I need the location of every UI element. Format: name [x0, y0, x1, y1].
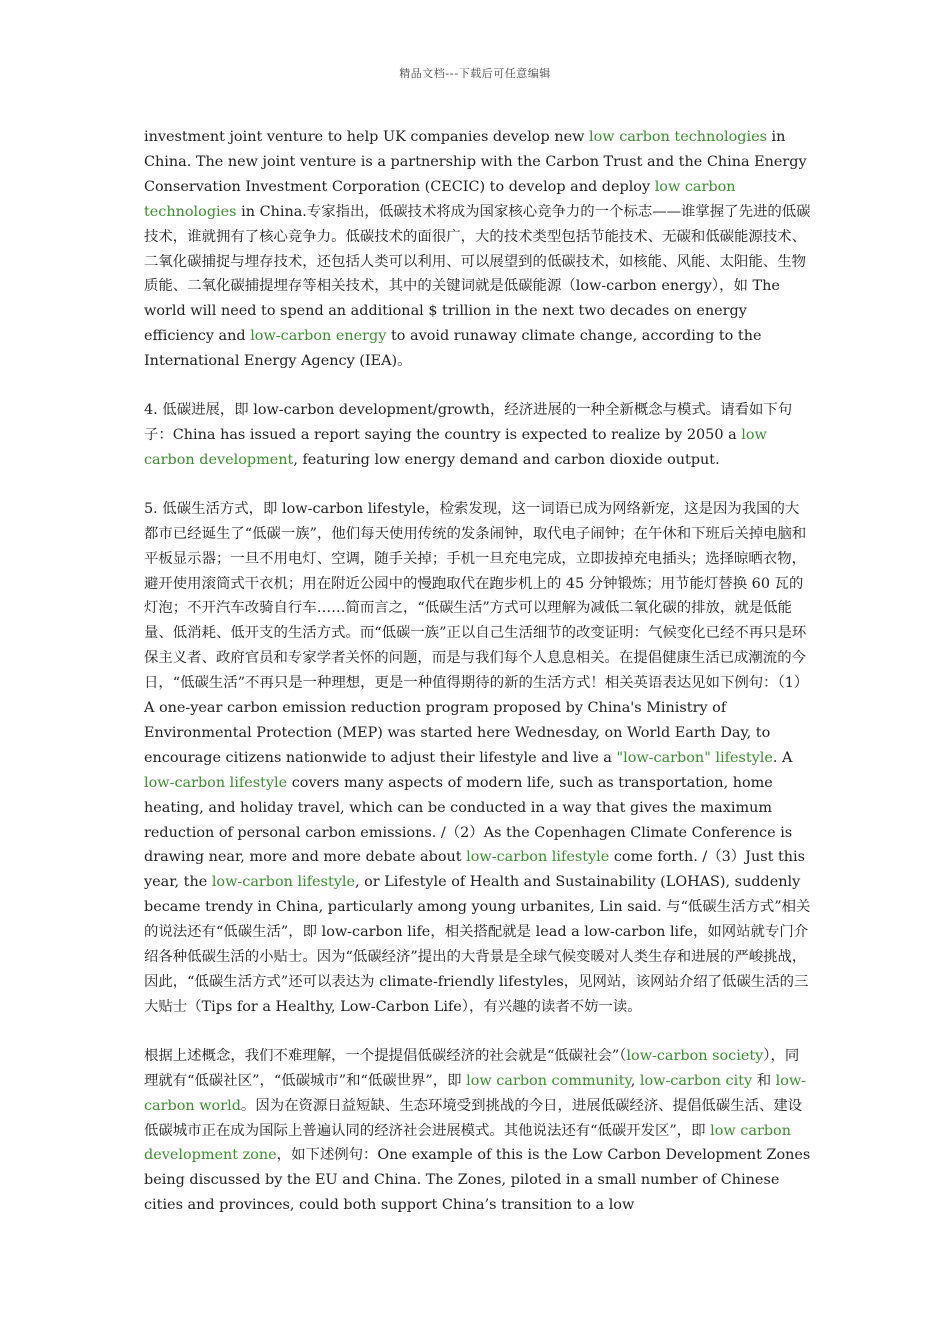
text-segment: 和	[752, 1072, 776, 1089]
highlighted-term: low-carbon world	[144, 1072, 807, 1114]
highlighted-term: low carbon development	[144, 426, 767, 468]
text-segment: ,	[630, 1072, 640, 1089]
paragraph	[144, 125, 812, 374]
text-segment: 根据上述概念，我们不难理解，一个提提倡低碳经济的社会就是“低碳社会”（	[144, 1047, 627, 1064]
text-segment: covers many aspects of modern life, such as transportation, home heating, and holiday travel, which can be conducted in a way that gives the maximum reduction of personal carbon emissions. /（2）As the Copenhagen Climate Conference is drawing near, more and more debate about	[144, 774, 793, 866]
highlighted-term: low-carbon society	[626, 1047, 764, 1064]
highlighted-term: low-carbon city	[639, 1072, 753, 1089]
text-segment: . A	[772, 749, 793, 766]
text-segment: to avoid runaway climate change, according to the International Energy Agency (IEA)。	[144, 328, 762, 370]
highlighted-term: "low-carbon" lifestyle	[616, 749, 773, 766]
text-segment: 5. 低碳生活方式，即 low-carbon lifestyle，检索发现，这一词语已成为网络新宠，这是因为我国的大都市已经诞生了“低碳一族”，他们每天使用传统的发条闹钟，取代电子闹钟；在午休和下班后关掉电脑和平板显示器；一旦不用电灯、空调，随手关掉；手机一旦充电完成，立即拔掉充电插头；选择晾晒衣物，避开使用滚筒式干衣机；用在附近公园中的慢跑取代在跑步机上的 45 分钟锻炼；用节能灯替换 60 瓦的灯泡；不开汽车改骑自行车……简而言之，“低碳生活”方式可以理解为减低二氧化碳的排放，就是低能量、低消耗、低开支的生活方式。而“低碳一族”正以自己生活细节的改变证明：气候变化已经不再只是环保主义者、政府官员和专家学者关怀的问题，而是与我们每个人息息相关。在提倡健康生活已成潮流的今日，“低碳生活”不再只是一种理想，更是一种值得期待的新的生活方式！相关英语表达见如下例句：（1）A one-year carbon emission reduction program proposed by China's Ministry of Environmental Protection (MEP) was started here Wednesday, on World Earth Day, to encourage citizens nationwide to adjust their lifestyle and live a	[144, 500, 809, 766]
text-segment: in China. The new joint venture is a partnership with the Carbon Trust and the China Energy Conservation Investment Corporation (CECIC) to develop and deploy	[144, 129, 807, 195]
text-segment: ，如下述例句：One example of this is the Low Carbon Development Zones being discussed by the EU and China. The Zones, piloted in a small number of Chinese cities and provinces, could both support China’s transition to a low	[144, 1147, 811, 1214]
page-header: 精品文档---下载后可任意编辑	[399, 67, 551, 80]
text-segment: investment joint venture to help UK companies develop new	[144, 129, 590, 145]
highlighted-term: low-carbon lifestyle	[466, 849, 610, 866]
text-segment: ），同理就有“低碳社区”，“低碳城市”和“低碳世界”，即	[144, 1047, 800, 1089]
highlighted-term: low carbon development zone	[144, 1122, 791, 1164]
text-segment: 。因为在资源日益短缺、生态环境受到挑战的今日，进展低碳经济、提倡低碳生活、建设低碳城市正在成为国际上普遍认同的经济社会进展模式。其他说法还有“低碳开发区”，即	[144, 1097, 803, 1139]
document-body	[144, 125, 812, 1242]
text-segment: come forth. /（3）Just this year, the	[144, 849, 805, 891]
text-segment: , or Lifestyle of Health and Sustainability (LOHAS), suddenly became trendy in China, particularly among young urbanites, Lin said. 与“低碳生活方式”相关的说法还有“低碳生活”，即 low-carbon life，相关搭配就是 lead a low-carbon life，如网站就专门介绍各种低碳生活的小贴士。因为“低碳经济”提出的大背景是全球气候变暖对人类生存和进展的严峻挑战，因此，“低碳生活方式”还可以表达为 climate-friendly lifestyles，见网站，该网站介绍了低碳生活的三大贴士（Tips for a Healthy, Low-Carbon Life），有兴趣的读者不妨一读。	[144, 874, 811, 1015]
highlighted-term: low carbon technologies	[144, 178, 736, 220]
paragraph	[144, 1044, 812, 1218]
highlighted-term: low-carbon lifestyle	[211, 874, 355, 891]
text-segment: in China.专家指出，低碳技术将成为国家核心竞争力的一个标志——谁掌握了先进的低碳技术，谁就拥有了核心竞争力。低碳技术的面很广，大的技术类型包括节能技术、无碳和低碳能源技术、二氧化碳捕捉与埋存技术，还包括人类可以利用、可以展望到的低碳技术，如核能、风能、太阳能、生物质能、二氧化碳捕提埋存等相关技术，其中的关键词就是低碳能源（low-carbon energy），如 The world will need to spend an additional $ trillion in the next two decades on energy efficiency and	[144, 203, 811, 345]
highlighted-term: low-carbon lifestyle	[144, 774, 288, 791]
highlighted-term: low carbon technologies	[589, 129, 767, 145]
paragraph	[144, 497, 812, 1020]
text-segment: , featuring low energy demand and carbon dioxide output.	[293, 451, 720, 468]
highlighted-term: low carbon community	[466, 1072, 631, 1089]
paragraph	[144, 398, 812, 473]
text-segment: 4. 低碳进展，即 low-carbon development/growth，经济进展的一种全新概念与模式。请看如下句子：China has issued a report saying the country is expected to realize by 2050 a	[144, 402, 793, 443]
highlighted-term: low-carbon energy	[250, 328, 387, 345]
